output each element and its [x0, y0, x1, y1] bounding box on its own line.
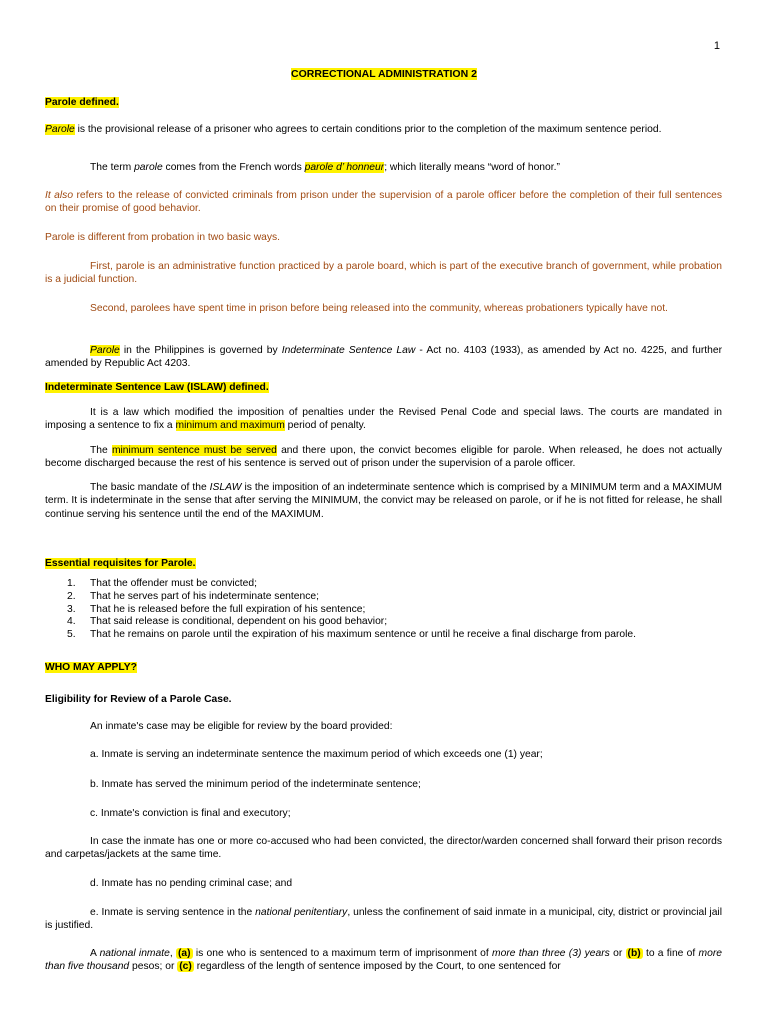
document-title [0, 68, 768, 80]
list-number: 1. [67, 578, 76, 589]
paragraph-also-refers [45, 189, 722, 216]
heading-parole-defined-text: Parole defined. [45, 97, 119, 108]
paragraph-parole-definition [45, 123, 722, 136]
text: or [609, 948, 626, 959]
heading-islaw-defined [45, 381, 722, 394]
text: pesos; or [129, 961, 178, 973]
list-item-text: That he is released before the full expiration of his sentence; [90, 603, 366, 615]
text: The basic mandate of the [90, 482, 210, 493]
text: , [169, 948, 176, 959]
heading-who-may-apply [45, 661, 722, 674]
text: is the imposition of an indeterminate sentence which is comprised by a MINIMUM term and a MAXIMUM term. It is indeterminate in the sense that after serving the MINIMUM, the convict may be released on parole, or if he is not fitted for release, he shall continue serving his sentence until the end of the MAXIMUM. [45, 482, 722, 520]
italic-islaw: ISLAW [209, 482, 242, 493]
list-item-text: That he remains on parole until the expiration of his maximum sentence or until he receive a final discharge from parole. [90, 629, 637, 641]
text: The term [90, 162, 135, 173]
italic-text: It also [45, 190, 74, 201]
paragraph-first-difference: First, parole is an administrative function practiced by a parole board, which is part of the executive branch of government, while probation is a judicial function. [45, 261, 722, 286]
paragraph-minimum-sentence [45, 444, 722, 471]
highlighted-min-served: minimum sentence must be served [111, 445, 277, 456]
highlighted-min-max: minimum and maximum [175, 420, 285, 432]
list-item [45, 591, 722, 604]
list-item-text: That said release is conditional, dependent on his good behavior; [90, 616, 388, 628]
paragraph-term-origin [45, 161, 722, 174]
heading-essential-requisites [45, 557, 722, 570]
list-item-text: That he serves part of his indeterminate sentence; [90, 590, 319, 602]
list-item-text: That the offender must be convicted; [90, 578, 257, 589]
highlighted-french-term: parole d’ honneur [304, 162, 385, 173]
paragraph-basic-mandate [45, 481, 722, 521]
text: comes from the French words [162, 162, 305, 173]
paragraph-eligibility-intro: An inmate's case may be eligible for review by the board provided: [90, 721, 393, 732]
list-number: 4. [67, 616, 76, 628]
text: e. Inmate is serving sentence in the [90, 907, 256, 918]
heading-who-text: WHO MAY APPLY? [45, 662, 137, 673]
text: and there upon, the convict becomes eligible for parole. When released, he does not actually become discharged because the rest of his sentence is served out of prison under the supervision of a parole officer. [45, 445, 723, 470]
paragraph-islaw-definition [45, 406, 722, 433]
italic-three-years: more than three (3) years [492, 948, 610, 959]
highlighted-marker-c: (c) [179, 961, 192, 973]
text: - Act no. 4103 (1933), as amended by Act no. 4225, and further amended by Republic Act 4203. [45, 345, 723, 370]
heading-eligibility-review: Eligibility for Review of a Parole Case. [45, 694, 232, 705]
heading-requisites-text: Essential requisites for Parole. [45, 558, 196, 569]
heading-parole-defined [45, 96, 722, 109]
page-number: 1 [713, 40, 720, 52]
list-number: 2. [67, 590, 76, 602]
paragraph-condition-a: a. Inmate is serving an indeterminate sentence the maximum period of which exceeds one (1) year; [90, 749, 543, 760]
italic-five-thousand: more than five thousand [45, 948, 722, 973]
paragraph-co-accused: In case the inmate has one or more co-accused who had been convicted, the director/warden concerned shall forward their prison records and carpetas/jackets at the same time. [45, 836, 722, 861]
text: is one who is sentenced to a maximum term of imprisonment of [192, 948, 493, 959]
italic-national-penitentiary: national penitentiary [255, 907, 348, 918]
text: ; which literally means “word of honor.” [384, 162, 560, 173]
paragraph-national-inmate [45, 947, 722, 974]
heading-islaw-text: Indeterminate Sentence Law (ISLAW) defined. [45, 382, 269, 393]
paragraph-text: is the provisional release of a prisoner who agrees to certain conditions prior to the completion of the maximum sentence period. [74, 124, 662, 135]
highlighted-marker-a: (a) [177, 948, 191, 959]
paragraph-condition-b: b. Inmate has served the minimum period of the indeterminate sentence; [90, 779, 421, 790]
text: A [90, 948, 100, 959]
paragraph-condition-d: d. Inmate has no pending criminal case; and [90, 878, 293, 889]
list-number: 5. [67, 629, 76, 641]
list-item [45, 629, 722, 642]
paragraph-second-difference: Second, parolees have spent time in prison before being released into the community, whereas probationers typically have not. [90, 303, 668, 314]
italic-term: parole [134, 162, 163, 173]
list-item [45, 616, 722, 629]
text: refers to the release of convicted criminals from prison under the supervision of a parole officer before the completion of their full sentences on their promise of good behavior. [45, 190, 723, 215]
paragraph-condition-c: c. Inmate's conviction is final and executory; [90, 808, 291, 819]
list-item [45, 578, 722, 591]
list-number: 3. [67, 603, 76, 615]
list-item [45, 604, 722, 617]
text: in the Philippines is governed by [119, 345, 282, 356]
highlighted-term-parole: Parole [45, 124, 75, 135]
italic-law-name: Indeterminate Sentence Law [281, 345, 416, 356]
document-title-text: CORRECTIONAL ADMINISTRATION 2 [291, 68, 477, 80]
paragraph-condition-e [45, 906, 722, 933]
requisites-list [45, 578, 722, 642]
text: It is a law which modified the imposition of penalties under the Revised Penal Code and special laws. The courts are mandated in imposing a sentence to fix a [45, 407, 722, 432]
highlighted-marker-b: (b) [627, 948, 641, 959]
text: , unless the confinement of said inmate in a municipal, city, district or provincial jail is justified. [45, 907, 722, 932]
text: period of penalty. [284, 420, 366, 432]
text: regardless of the length of sentence imposed by the Court, to one sentenced for [193, 961, 561, 973]
highlighted-term-parole: Parole [90, 345, 120, 356]
italic-national-inmate: national inmate [99, 948, 170, 959]
paragraph-parole-vs-probation: Parole is different from probation in two basic ways. [45, 232, 281, 243]
paragraph-parole-philippines [45, 344, 722, 371]
text: The [90, 445, 112, 456]
text: to a fine of [642, 948, 699, 959]
